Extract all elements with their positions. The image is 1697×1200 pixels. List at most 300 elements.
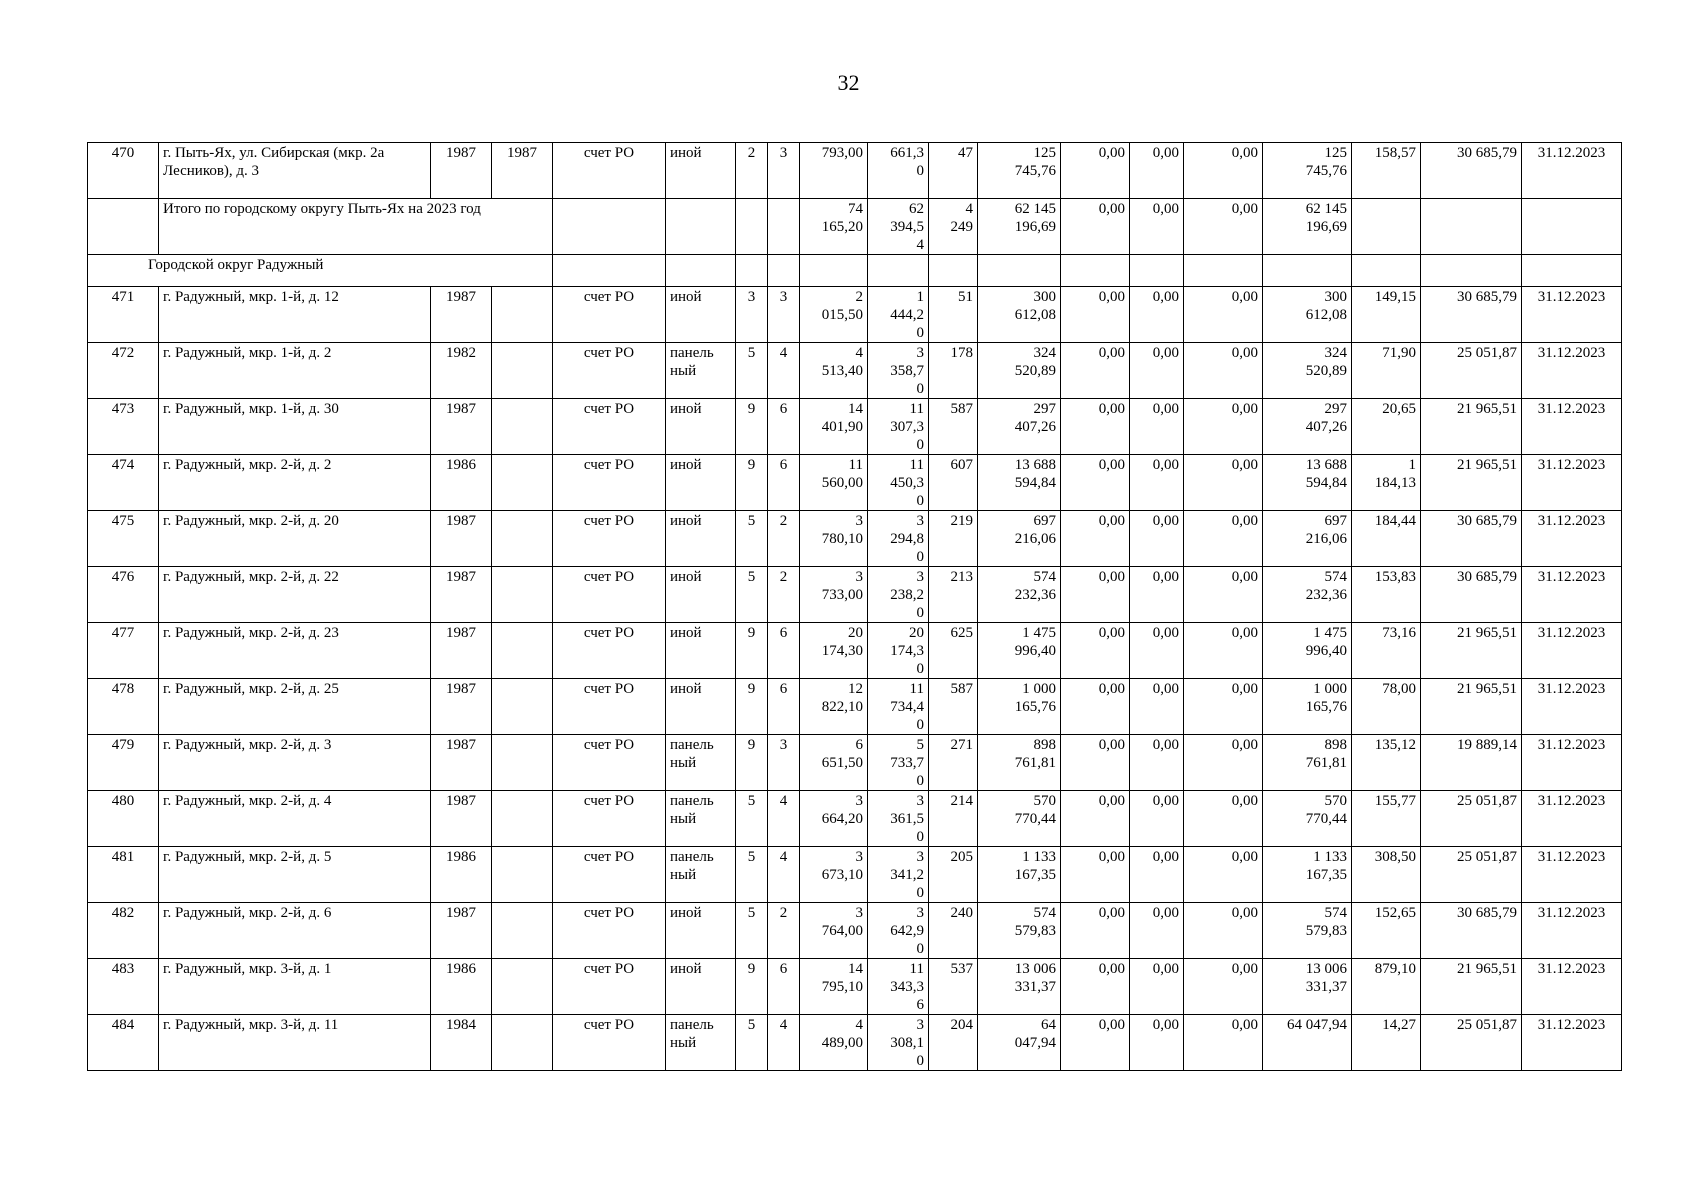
cell-empty xyxy=(1061,255,1130,287)
cell-residents: 537 xyxy=(929,959,978,1015)
cell-cost-1: 0,00 xyxy=(1061,959,1130,1015)
cell-number: 473 xyxy=(88,399,159,455)
cell-fund-method: счет РО xyxy=(553,847,666,903)
cell-year-commissioned xyxy=(492,959,553,1015)
cell-area-total: 20 174,30 xyxy=(800,623,868,679)
cell-area-living: 11 450,3 0 xyxy=(868,455,929,511)
section-row xyxy=(88,255,1622,287)
table-row xyxy=(88,511,1622,567)
cell-empty xyxy=(768,199,800,255)
cell-entrances: 3 xyxy=(768,143,800,199)
cell-cost-2: 0,00 xyxy=(1130,735,1184,791)
cell-wall-material: иной xyxy=(666,567,736,623)
cell-year-commissioned xyxy=(492,791,553,847)
table-row xyxy=(88,143,1622,199)
cell-year-built: 1987 xyxy=(431,623,492,679)
cell-empty xyxy=(736,255,768,287)
cell-cost-owners: 1 475 996,40 xyxy=(1263,623,1352,679)
cell-fund-method: счет РО xyxy=(553,903,666,959)
cell-cost-per-m2: 73,16 xyxy=(1352,623,1421,679)
cell-area-total: 2 015,50 xyxy=(800,287,868,343)
cell-address: г. Радужный, мкр. 2-й, д. 25 xyxy=(159,679,431,735)
cell-cost-3: 0,00 xyxy=(1184,287,1263,343)
cell-area-total: 11 560,00 xyxy=(800,455,868,511)
cell-cost-total: 1 133 167,35 xyxy=(978,847,1061,903)
cell-date: 31.12.2023 xyxy=(1522,287,1622,343)
cell-wall-material: панель ный xyxy=(666,847,736,903)
cell-empty xyxy=(1522,255,1622,287)
cell-cost-3: 0,00 xyxy=(1184,735,1263,791)
cell-wall-material: иной xyxy=(666,679,736,735)
cell-cost-owners: 62 145 196,69 xyxy=(1263,199,1352,255)
cell-area-living: 3 238,2 0 xyxy=(868,567,929,623)
cell-cost-per-m2: 153,83 xyxy=(1352,567,1421,623)
cell-address: г. Радужный, мкр. 2-й, д. 5 xyxy=(159,847,431,903)
cell-entrances: 6 xyxy=(768,679,800,735)
cell-year-commissioned xyxy=(492,287,553,343)
cell-wall-material: иной xyxy=(666,623,736,679)
cell-year-commissioned xyxy=(492,903,553,959)
cell-cost-1: 0,00 xyxy=(1061,511,1130,567)
cell-limit: 30 685,79 xyxy=(1421,567,1522,623)
cell-number: 482 xyxy=(88,903,159,959)
cell-fund-method: счет РО xyxy=(553,959,666,1015)
cell-empty xyxy=(666,255,736,287)
cell-year-built: 1982 xyxy=(431,343,492,399)
cell-cost-total: 1 000 165,76 xyxy=(978,679,1061,735)
cell-limit: 25 051,87 xyxy=(1421,791,1522,847)
cell-floors: 9 xyxy=(736,679,768,735)
cell-year-built: 1986 xyxy=(431,959,492,1015)
table-row xyxy=(88,791,1622,847)
cell-cost-1: 0,00 xyxy=(1061,1015,1130,1071)
cell-residents: 240 xyxy=(929,903,978,959)
table-row xyxy=(88,567,1622,623)
cell-floors: 9 xyxy=(736,959,768,1015)
cell-cost-per-m2: 20,65 xyxy=(1352,399,1421,455)
cell-cost-owners: 64 047,94 xyxy=(1263,1015,1352,1071)
cell-fund-method: счет РО xyxy=(553,791,666,847)
table-row xyxy=(88,847,1622,903)
cell-area-total: 12 822,10 xyxy=(800,679,868,735)
table-row xyxy=(88,903,1622,959)
cell-year-commissioned xyxy=(492,511,553,567)
cell-address: г. Радужный, мкр. 1-й, д. 12 xyxy=(159,287,431,343)
cell-cost-per-m2: 78,00 xyxy=(1352,679,1421,735)
cell-floors: 5 xyxy=(736,847,768,903)
cell-year-built: 1987 xyxy=(431,511,492,567)
cell-cost-per-m2: 155,77 xyxy=(1352,791,1421,847)
cell-wall-material: иной xyxy=(666,287,736,343)
cell-wall-material: панель ный xyxy=(666,735,736,791)
cell-wall-material: иной xyxy=(666,959,736,1015)
cell-number: 470 xyxy=(88,143,159,199)
cell-entrances: 6 xyxy=(768,959,800,1015)
cell-cost-owners: 574 232,36 xyxy=(1263,567,1352,623)
cell-cost-owners: 300 612,08 xyxy=(1263,287,1352,343)
total-row xyxy=(88,199,1622,255)
cell-empty xyxy=(868,255,929,287)
cell-number: 471 xyxy=(88,287,159,343)
cell-number: 479 xyxy=(88,735,159,791)
cell-cost-owners: 324 520,89 xyxy=(1263,343,1352,399)
cell-address: г. Радужный, мкр. 2-й, д. 3 xyxy=(159,735,431,791)
cell-fund-method: счет РО xyxy=(553,511,666,567)
cell-cost-2: 0,00 xyxy=(1130,847,1184,903)
cell-cost-total: 13 688 594,84 xyxy=(978,455,1061,511)
table-row xyxy=(88,287,1622,343)
cell-empty xyxy=(553,199,666,255)
cell-entrances: 4 xyxy=(768,791,800,847)
cell-floors: 5 xyxy=(736,791,768,847)
cell-year-built: 1987 xyxy=(431,287,492,343)
cell-cost-2: 0,00 xyxy=(1130,679,1184,735)
cell-cost-1: 0,00 xyxy=(1061,679,1130,735)
cell-cost-2: 0,00 xyxy=(1130,567,1184,623)
cell-cost-2: 0,00 xyxy=(1130,1015,1184,1071)
cell-residents: 625 xyxy=(929,623,978,679)
cell-residents: 178 xyxy=(929,343,978,399)
cell-empty xyxy=(1352,255,1421,287)
cell-floors: 3 xyxy=(736,287,768,343)
cell-area-living: 11 734,4 0 xyxy=(868,679,929,735)
cell-empty xyxy=(1522,199,1622,255)
cell-cost-3: 0,00 xyxy=(1184,511,1263,567)
cell-residents: 219 xyxy=(929,511,978,567)
cell-cost-per-m2: 158,57 xyxy=(1352,143,1421,199)
cell-date: 31.12.2023 xyxy=(1522,455,1622,511)
cell-residents: 587 xyxy=(929,679,978,735)
cell-address: г. Радужный, мкр. 2-й, д. 23 xyxy=(159,623,431,679)
cell-wall-material: иной xyxy=(666,903,736,959)
cell-limit: 25 051,87 xyxy=(1421,847,1522,903)
cell-area-total: 4 489,00 xyxy=(800,1015,868,1071)
cell-limit: 25 051,87 xyxy=(1421,343,1522,399)
cell-date: 31.12.2023 xyxy=(1522,399,1622,455)
cell-wall-material: панель ный xyxy=(666,791,736,847)
cell-empty xyxy=(929,255,978,287)
cell-number: 472 xyxy=(88,343,159,399)
cell-area-total: 6 651,50 xyxy=(800,735,868,791)
table-row xyxy=(88,679,1622,735)
cell-year-built: 1987 xyxy=(431,679,492,735)
cell-cost-total: 570 770,44 xyxy=(978,791,1061,847)
cell-fund-method: счет РО xyxy=(553,567,666,623)
cell-cost-total: 697 216,06 xyxy=(978,511,1061,567)
cell-empty xyxy=(768,255,800,287)
cell-address: г. Радужный, мкр. 2-й, д. 6 xyxy=(159,903,431,959)
cell-fund-method: счет РО xyxy=(553,399,666,455)
cell-address: г. Радужный, мкр. 1-й, д. 30 xyxy=(159,399,431,455)
register-table xyxy=(87,142,1622,1071)
cell-entrances: 4 xyxy=(768,847,800,903)
cell-cost-per-m2: 879,10 xyxy=(1352,959,1421,1015)
cell-wall-material: иной xyxy=(666,143,736,199)
cell-floors: 5 xyxy=(736,343,768,399)
cell-address: г. Радужный, мкр. 3-й, д. 1 xyxy=(159,959,431,1015)
cell-fund-method: счет РО xyxy=(553,1015,666,1071)
cell-floors: 9 xyxy=(736,399,768,455)
cell-year-commissioned xyxy=(492,623,553,679)
cell-year-built: 1987 xyxy=(431,399,492,455)
cell-number: 477 xyxy=(88,623,159,679)
cell-date: 31.12.2023 xyxy=(1522,847,1622,903)
cell-fund-method: счет РО xyxy=(553,143,666,199)
cell-cost-per-m2: 135,12 xyxy=(1352,735,1421,791)
cell-cost-owners: 125 745,76 xyxy=(1263,143,1352,199)
cell-residents: 204 xyxy=(929,1015,978,1071)
cell-year-commissioned xyxy=(492,679,553,735)
cell-area-total: 74 165,20 xyxy=(800,199,868,255)
cell-cost-3: 0,00 xyxy=(1184,143,1263,199)
cell-cost-1: 0,00 xyxy=(1061,143,1130,199)
cell-entrances: 6 xyxy=(768,399,800,455)
cell-empty xyxy=(1421,199,1522,255)
cell-area-total: 3 764,00 xyxy=(800,903,868,959)
cell-cost-1: 0,00 xyxy=(1061,791,1130,847)
cell-cost-owners: 297 407,26 xyxy=(1263,399,1352,455)
table-row xyxy=(88,399,1622,455)
cell-date: 31.12.2023 xyxy=(1522,903,1622,959)
cell-cost-total: 297 407,26 xyxy=(978,399,1061,455)
cell-year-built: 1984 xyxy=(431,1015,492,1071)
cell-residents: 47 xyxy=(929,143,978,199)
cell-area-living: 20 174,3 0 xyxy=(868,623,929,679)
cell-limit: 21 965,51 xyxy=(1421,455,1522,511)
cell-number: 474 xyxy=(88,455,159,511)
cell-area-total: 14 795,10 xyxy=(800,959,868,1015)
cell-date: 31.12.2023 xyxy=(1522,959,1622,1015)
cell-cost-2: 0,00 xyxy=(1130,287,1184,343)
cell-empty xyxy=(1421,255,1522,287)
cell-cost-2: 0,00 xyxy=(1130,903,1184,959)
cell-cost-2: 0,00 xyxy=(1130,791,1184,847)
cell-cost-3: 0,00 xyxy=(1184,791,1263,847)
cell-limit: 30 685,79 xyxy=(1421,903,1522,959)
cell-address: г. Радужный, мкр. 2-й, д. 22 xyxy=(159,567,431,623)
cell-cost-3: 0,00 xyxy=(1184,399,1263,455)
cell-fund-method: счет РО xyxy=(553,343,666,399)
cell-area-total: 3 733,00 xyxy=(800,567,868,623)
cell-empty xyxy=(1263,255,1352,287)
cell-cost-owners: 697 216,06 xyxy=(1263,511,1352,567)
cell-cost-owners: 570 770,44 xyxy=(1263,791,1352,847)
cell-cost-total: 13 006 331,37 xyxy=(978,959,1061,1015)
cell-wall-material: панель ный xyxy=(666,343,736,399)
cell-year-commissioned xyxy=(492,455,553,511)
cell-cost-2: 0,00 xyxy=(1130,455,1184,511)
cell-area-total: 4 513,40 xyxy=(800,343,868,399)
cell-cost-1: 0,00 xyxy=(1061,847,1130,903)
cell-empty xyxy=(666,199,736,255)
cell-limit: 21 965,51 xyxy=(1421,623,1522,679)
cell-area-total: 793,00 xyxy=(800,143,868,199)
cell-area-living: 11 343,3 6 xyxy=(868,959,929,1015)
cell-cost-1: 0,00 xyxy=(1061,343,1130,399)
table-row xyxy=(88,1015,1622,1071)
cell-area-living: 3 294,8 0 xyxy=(868,511,929,567)
cell-year-built: 1986 xyxy=(431,455,492,511)
cell-cost-owners: 13 006 331,37 xyxy=(1263,959,1352,1015)
cell-limit: 21 965,51 xyxy=(1421,679,1522,735)
table-body xyxy=(88,143,1622,1071)
cell-number: 484 xyxy=(88,1015,159,1071)
cell-entrances: 2 xyxy=(768,903,800,959)
total-label: Итого по городскому округу Пыть-Ях на 2023 год xyxy=(159,199,553,255)
cell-year-built: 1987 xyxy=(431,143,492,199)
cell-number: 481 xyxy=(88,847,159,903)
cell-entrances: 4 xyxy=(768,343,800,399)
cell-area-living: 3 358,7 0 xyxy=(868,343,929,399)
section-title: Городской округ Радужный xyxy=(88,255,553,287)
cell-cost-per-m2: 152,65 xyxy=(1352,903,1421,959)
cell-cost-2: 0,00 xyxy=(1130,623,1184,679)
cell-cost-total: 1 475 996,40 xyxy=(978,623,1061,679)
cell-cost-owners: 574 579,83 xyxy=(1263,903,1352,959)
cell-limit: 21 965,51 xyxy=(1421,959,1522,1015)
cell-cost-3: 0,00 xyxy=(1184,903,1263,959)
cell-empty xyxy=(1352,199,1421,255)
cell-number: 476 xyxy=(88,567,159,623)
cell-cost-total: 574 232,36 xyxy=(978,567,1061,623)
cell-area-living: 3 361,5 0 xyxy=(868,791,929,847)
cell-cost-1: 0,00 xyxy=(1061,735,1130,791)
cell-fund-method: счет РО xyxy=(553,287,666,343)
cell-limit: 19 889,14 xyxy=(1421,735,1522,791)
cell-residents: 4 249 xyxy=(929,199,978,255)
cell-area-living: 661,3 0 xyxy=(868,143,929,199)
cell-year-commissioned xyxy=(492,343,553,399)
cell-year-built: 1987 xyxy=(431,791,492,847)
table-row xyxy=(88,623,1622,679)
cell-limit: 25 051,87 xyxy=(1421,1015,1522,1071)
cell-cost-3: 0,00 xyxy=(1184,199,1263,255)
cell-residents: 213 xyxy=(929,567,978,623)
cell-cost-1: 0,00 xyxy=(1061,567,1130,623)
cell-date: 31.12.2023 xyxy=(1522,623,1622,679)
cell-entrances: 3 xyxy=(768,735,800,791)
cell-cost-2: 0,00 xyxy=(1130,343,1184,399)
cell-floors: 9 xyxy=(736,455,768,511)
cell-entrances: 2 xyxy=(768,511,800,567)
cell-year-commissioned xyxy=(492,399,553,455)
table-row xyxy=(88,343,1622,399)
cell-number: 478 xyxy=(88,679,159,735)
cell-date: 31.12.2023 xyxy=(1522,679,1622,735)
table-row xyxy=(88,455,1622,511)
cell-cost-3: 0,00 xyxy=(1184,455,1263,511)
cell-cost-total: 574 579,83 xyxy=(978,903,1061,959)
cell-cost-per-m2: 184,44 xyxy=(1352,511,1421,567)
cell-fund-method: счет РО xyxy=(553,679,666,735)
cell-address: г. Радужный, мкр. 3-й, д. 11 xyxy=(159,1015,431,1071)
cell-cost-2: 0,00 xyxy=(1130,399,1184,455)
cell-date: 31.12.2023 xyxy=(1522,511,1622,567)
cell-floors: 5 xyxy=(736,1015,768,1071)
cell-empty xyxy=(1184,255,1263,287)
cell-area-total: 3 673,10 xyxy=(800,847,868,903)
cell-cost-per-m2: 1 184,13 xyxy=(1352,455,1421,511)
cell-year-commissioned xyxy=(492,567,553,623)
cell-wall-material: панель ный xyxy=(666,1015,736,1071)
cell-cost-1: 0,00 xyxy=(1061,287,1130,343)
cell-cost-1: 0,00 xyxy=(1061,399,1130,455)
cell-residents: 214 xyxy=(929,791,978,847)
cell-year-commissioned xyxy=(492,735,553,791)
cell-year-built: 1987 xyxy=(431,567,492,623)
cell-empty xyxy=(1130,255,1184,287)
cell-cost-total: 125 745,76 xyxy=(978,143,1061,199)
cell-empty xyxy=(88,199,159,255)
table-row xyxy=(88,959,1622,1015)
cell-area-living: 3 642,9 0 xyxy=(868,903,929,959)
cell-residents: 271 xyxy=(929,735,978,791)
cell-area-living: 3 341,2 0 xyxy=(868,847,929,903)
cell-fund-method: счет РО xyxy=(553,455,666,511)
cell-date: 31.12.2023 xyxy=(1522,143,1622,199)
cell-cost-per-m2: 308,50 xyxy=(1352,847,1421,903)
page-number: 32 xyxy=(837,70,860,95)
cell-cost-per-m2: 149,15 xyxy=(1352,287,1421,343)
cell-date: 31.12.2023 xyxy=(1522,791,1622,847)
cell-cost-2: 0,00 xyxy=(1130,143,1184,199)
cell-floors: 9 xyxy=(736,735,768,791)
cell-cost-1: 0,00 xyxy=(1061,623,1130,679)
cell-area-total: 3 664,20 xyxy=(800,791,868,847)
cell-year-built: 1987 xyxy=(431,903,492,959)
cell-cost-per-m2: 71,90 xyxy=(1352,343,1421,399)
cell-fund-method: счет РО xyxy=(553,623,666,679)
cell-residents: 587 xyxy=(929,399,978,455)
cell-empty xyxy=(736,199,768,255)
cell-limit: 30 685,79 xyxy=(1421,287,1522,343)
cell-date: 31.12.2023 xyxy=(1522,567,1622,623)
cell-cost-3: 0,00 xyxy=(1184,623,1263,679)
cell-cost-2: 0,00 xyxy=(1130,511,1184,567)
cell-area-total: 14 401,90 xyxy=(800,399,868,455)
table-row xyxy=(88,735,1622,791)
cell-empty xyxy=(978,255,1061,287)
cell-cost-2: 0,00 xyxy=(1130,199,1184,255)
cell-residents: 607 xyxy=(929,455,978,511)
cell-area-living: 3 308,1 0 xyxy=(868,1015,929,1071)
cell-cost-total: 300 612,08 xyxy=(978,287,1061,343)
cell-entrances: 6 xyxy=(768,455,800,511)
cell-entrances: 2 xyxy=(768,567,800,623)
cell-floors: 5 xyxy=(736,567,768,623)
cell-residents: 51 xyxy=(929,287,978,343)
cell-empty xyxy=(800,255,868,287)
cell-cost-3: 0,00 xyxy=(1184,959,1263,1015)
cell-area-living: 11 307,3 0 xyxy=(868,399,929,455)
cell-cost-2: 0,00 xyxy=(1130,959,1184,1015)
cell-date: 31.12.2023 xyxy=(1522,735,1622,791)
cell-address: г. Пыть-Ях, ул. Сибирская (мкр. 2а Лесников), д. 3 xyxy=(159,143,431,199)
cell-floors: 5 xyxy=(736,511,768,567)
cell-area-living: 1 444,2 0 xyxy=(868,287,929,343)
cell-address: г. Радужный, мкр. 2-й, д. 20 xyxy=(159,511,431,567)
cell-address: г. Радужный, мкр. 2-й, д. 4 xyxy=(159,791,431,847)
cell-limit: 21 965,51 xyxy=(1421,399,1522,455)
cell-empty xyxy=(553,255,666,287)
cell-year-built: 1986 xyxy=(431,847,492,903)
cell-cost-owners: 1 133 167,35 xyxy=(1263,847,1352,903)
cell-entrances: 3 xyxy=(768,287,800,343)
cell-area-total: 3 780,10 xyxy=(800,511,868,567)
cell-date: 31.12.2023 xyxy=(1522,1015,1622,1071)
cell-date: 31.12.2023 xyxy=(1522,343,1622,399)
cell-cost-total: 62 145 196,69 xyxy=(978,199,1061,255)
